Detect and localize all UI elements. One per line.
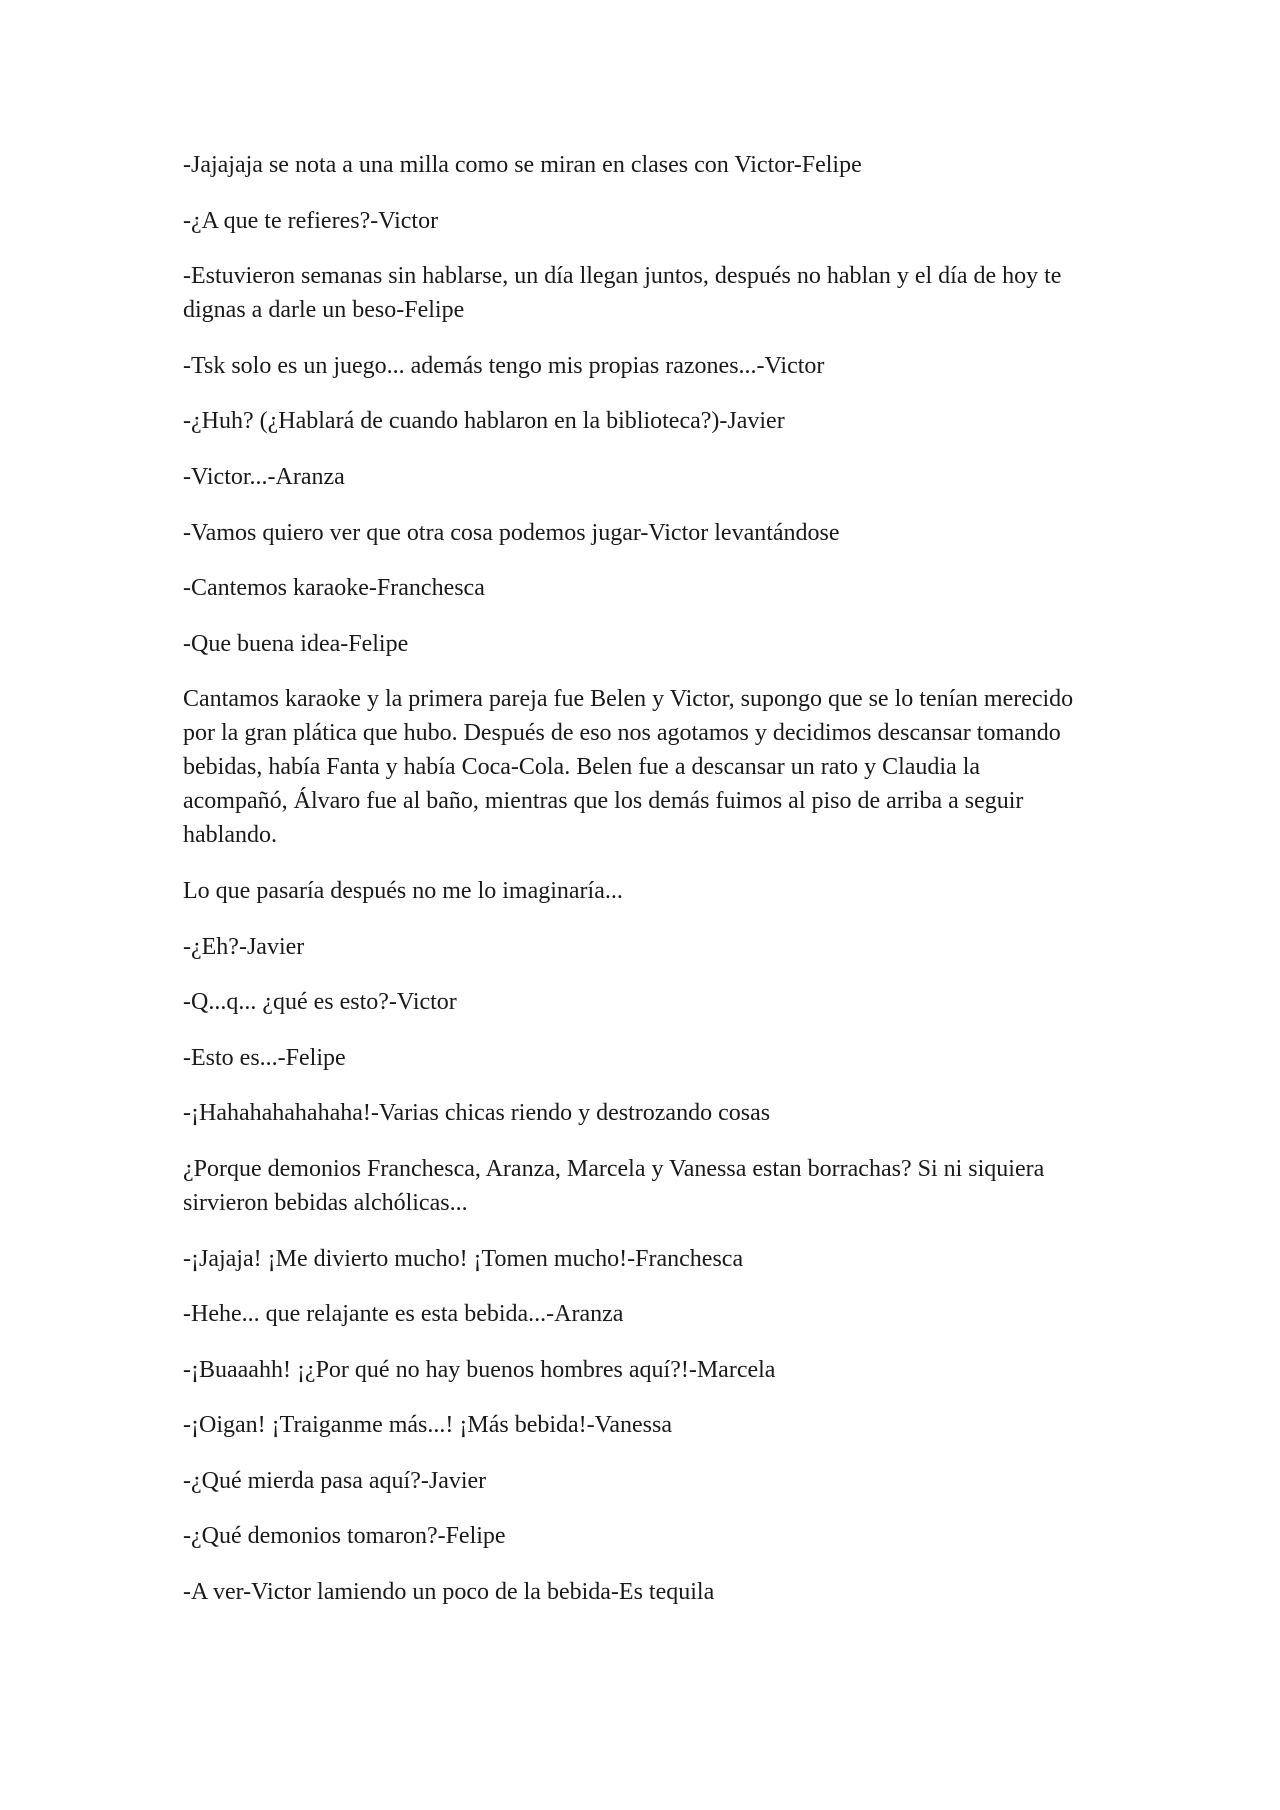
paragraph: -Jajajaja se nota a una milla como se miran en clases con Victor-Felipe	[183, 152, 862, 178]
paragraph: -A ver-Victor lamiendo un poco de la bebida-Es tequila	[183, 1579, 715, 1606]
paragraph: -Hehe... que relajante es esta bebida...-Aranza	[183, 1301, 624, 1328]
paragraph: -¿Qué mierda pasa aquí?-Javier	[183, 1467, 487, 1494]
narration-paragraph: Lo que pasaría después no me lo imaginaría...	[183, 877, 623, 904]
paragraph: -¡Oigan! ¡Traiganme más...! ¡Más bebida!-Vanessa	[183, 1412, 672, 1439]
paragraph: -¿Huh? (¿Hablará de cuando hablaron en la biblioteca?)-Javier	[183, 408, 785, 435]
paragraph: -Q...q... ¿qué es esto?-Victor	[183, 989, 457, 1016]
paragraph: -Que buena idea-Felipe	[183, 630, 409, 657]
paragraph: -Estuvieron semanas sin hablarse, un día llegan juntos, después no hablan y el día de hoy te dignas a darle un beso-Felipe	[183, 263, 1062, 324]
document-body	[183, 148, 1083, 1631]
paragraph: -¡Buaaahh! ¡¿Por qué no hay buenos hombres aquí?!-Marcela	[183, 1356, 776, 1383]
paragraph: -¿Eh?-Javier	[183, 933, 305, 960]
paragraph: -¡Hahahahahahaha!-Varias chicas riendo y destrozando cosas	[183, 1100, 771, 1127]
narration-paragraph: Cantamos karaoke y la primera pareja fue Belen y Victor, supongo que se lo tenían merecido por la gran plática que hubo. Después de eso nos agotamos y decidimos descansar tomando bebidas, había Fanta y había Coca-Cola. Belen fue a descansar un rato y Claudia la acompañó, Álvaro fue al baño, mientras que los demás fuimos al piso de arriba a seguir hablando.	[183, 686, 1074, 849]
paragraph: -¡Jajaja! ¡Me divierto mucho! ¡Tomen mucho!-Franchesca	[183, 1245, 744, 1272]
paragraph: -Vamos quiero ver que otra cosa podemos jugar-Victor levantándose	[183, 519, 840, 546]
paragraph: -¿Qué demonios tomaron?-Felipe	[183, 1523, 506, 1550]
paragraph: -Tsk solo es un juego... además tengo mis propias razones...-Victor	[183, 352, 825, 379]
paragraph: -Esto es...-Felipe	[183, 1044, 346, 1071]
narration-paragraph: ¿Porque demonios Franchesca, Aranza, Marcela y Vanessa estan borrachas? Si ni siquiera sirvieron bebidas alchólicas...	[183, 1155, 1045, 1216]
paragraph: -Cantemos karaoke-Franchesca	[183, 575, 485, 602]
paragraph: -¿A que te refieres?-Victor	[183, 207, 439, 234]
paragraph: -Victor...-Aranza	[183, 463, 345, 490]
